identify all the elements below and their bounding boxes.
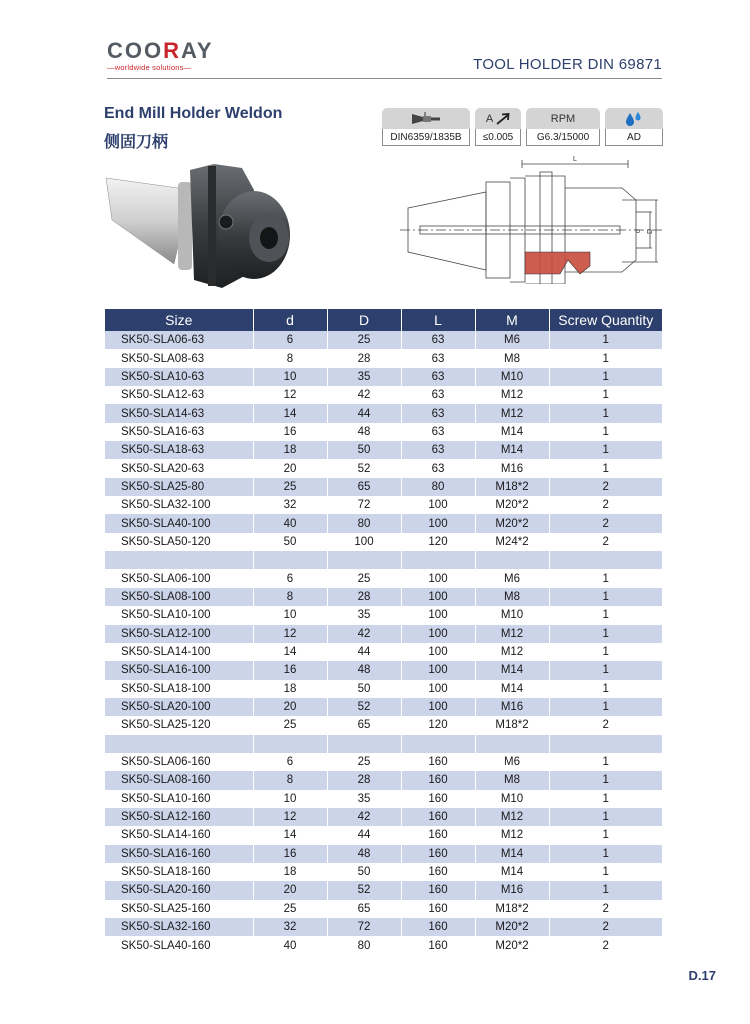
cell-size: SK50-SLA10-63 xyxy=(105,368,253,386)
table-row xyxy=(105,771,662,789)
cell-size: SK50-SLA18-100 xyxy=(105,680,253,698)
cell-screw-quantity: 1 xyxy=(602,572,609,585)
cell-L: 63 xyxy=(401,459,475,477)
cell-M: M8 xyxy=(475,771,549,789)
cell-screw-quantity: 2 xyxy=(602,902,609,915)
tool-holder-icon xyxy=(382,108,470,129)
cell-screw-quantity: 2 xyxy=(549,478,662,496)
cell-L: 80 xyxy=(401,478,475,496)
cell-screw-quantity: 1 xyxy=(602,756,609,769)
cell-L: 63 xyxy=(401,349,475,367)
cell-M: M12 xyxy=(475,404,549,422)
cell-D: 28 xyxy=(327,349,401,367)
spec-runout-label: A xyxy=(485,112,494,125)
cell-L: 160 xyxy=(401,936,475,954)
cell-M: M6 xyxy=(475,569,549,587)
cell-L: 63 xyxy=(401,404,475,422)
cell-L: 160 xyxy=(401,845,475,863)
table-row xyxy=(105,661,662,679)
cell-size: SK50-SLA12-100 xyxy=(105,625,253,643)
cell-d: 14 xyxy=(253,643,327,661)
col-M: M xyxy=(475,309,549,331)
cell-size: SK50-SLA16-160 xyxy=(105,845,253,863)
cell-M: M14 xyxy=(475,863,549,881)
cell-screw-quantity: 1 xyxy=(602,866,609,879)
cell-D: 72 xyxy=(327,496,401,514)
cell-M: M12 xyxy=(475,643,549,661)
cell-D: 44 xyxy=(327,826,401,844)
cell-size: SK50-SLA18-160 xyxy=(105,863,253,881)
cell-D: 42 xyxy=(327,625,401,643)
cell-L: 160 xyxy=(401,808,475,826)
cell-size: SK50-SLA14-63 xyxy=(105,404,253,422)
col-d: d xyxy=(253,309,327,331)
cell-M xyxy=(475,551,549,569)
section-title: TOOL HOLDER DIN 69871 xyxy=(473,56,662,73)
table-row xyxy=(105,569,662,587)
cell-d: 10 xyxy=(253,790,327,808)
cell-d: 50 xyxy=(253,533,327,551)
cell-screw-quantity: 1 xyxy=(602,792,609,805)
product-title-en: End Mill Holder Weldon xyxy=(104,105,283,122)
table-row xyxy=(105,918,662,936)
table-row xyxy=(105,423,662,441)
cell-D: 80 xyxy=(327,514,401,532)
cell-size: SK50-SLA16-100 xyxy=(105,661,253,679)
cell-L: 160 xyxy=(401,771,475,789)
cell-screw-quantity: 2 xyxy=(602,939,609,952)
table-header xyxy=(105,309,662,331)
cell-d: 16 xyxy=(253,423,327,441)
cell-M: M6 xyxy=(475,331,549,349)
cell-d: 10 xyxy=(253,606,327,624)
cell-d: 6 xyxy=(253,753,327,771)
cell-L: 63 xyxy=(401,441,475,459)
table-row xyxy=(105,441,662,459)
cell-screw-quantity: 1 xyxy=(602,609,609,622)
product-photo xyxy=(104,160,299,295)
cell-size: SK50-SLA20-160 xyxy=(105,881,253,899)
cell-d: 6 xyxy=(253,331,327,349)
cell-size: SK50-SLA50-120 xyxy=(105,533,253,551)
cell-d: 25 xyxy=(253,478,327,496)
page-number: D.17 xyxy=(688,968,716,983)
cell-M: M12 xyxy=(475,625,549,643)
table-row xyxy=(105,845,662,863)
table-row xyxy=(105,716,662,734)
cell-screw-quantity: 1 xyxy=(549,368,662,386)
cell-M: M20*2 xyxy=(475,496,549,514)
cell-M: M18*2 xyxy=(475,716,549,734)
cell-d: 16 xyxy=(253,661,327,679)
cell-M: M10 xyxy=(475,606,549,624)
col-D: D xyxy=(327,309,401,331)
cell-L: 63 xyxy=(401,423,475,441)
cell-d: 40 xyxy=(253,514,327,532)
spec-coolant-value: AD xyxy=(605,129,663,146)
arrow-ne-icon xyxy=(496,113,510,125)
cell-screw-quantity: 1 xyxy=(549,661,662,679)
cell-size: SK50-SLA10-100 xyxy=(105,606,253,624)
cell-D: 65 xyxy=(327,716,401,734)
cell-M: M14 xyxy=(475,680,549,698)
cell-d: 8 xyxy=(253,588,327,606)
specification-table xyxy=(105,309,662,955)
cell-L: 120 xyxy=(401,533,475,551)
spec-runout-value: ≤0.005 xyxy=(475,129,521,146)
cell-d xyxy=(253,551,327,569)
label-L: L xyxy=(573,156,577,163)
table-row xyxy=(105,514,662,532)
cell-size: SK50-SLA18-63 xyxy=(105,441,253,459)
cell-L: 100 xyxy=(401,588,475,606)
table-row xyxy=(105,936,662,954)
cell-D: 52 xyxy=(327,459,401,477)
cell-L: 160 xyxy=(401,881,475,899)
table-row xyxy=(105,588,662,606)
spec-standard xyxy=(382,108,470,146)
cell-M: M20*2 xyxy=(475,514,549,532)
cell-D: 48 xyxy=(327,845,401,863)
label-D: D xyxy=(647,228,654,234)
cell-screw-quantity: 1 xyxy=(549,698,662,716)
cell-M: M8 xyxy=(475,349,549,367)
cell-M: M18*2 xyxy=(475,478,549,496)
cell-d: 20 xyxy=(253,698,327,716)
cell-D: 42 xyxy=(327,386,401,404)
cell-size xyxy=(105,735,253,753)
cell-d: 20 xyxy=(253,881,327,899)
cell-size: SK50-SLA12-63 xyxy=(105,386,253,404)
cell-d: 18 xyxy=(253,441,327,459)
cell-d: 8 xyxy=(253,349,327,367)
cell-D: 28 xyxy=(327,588,401,606)
header-divider xyxy=(107,78,662,79)
table-row xyxy=(105,881,662,899)
cell-d: 18 xyxy=(253,863,327,881)
cell-d: 25 xyxy=(253,716,327,734)
spec-balance xyxy=(526,108,600,146)
col-screw-quantity: Screw Quantity xyxy=(549,309,662,331)
cell-d: 10 xyxy=(253,368,327,386)
cell-d: 8 xyxy=(253,771,327,789)
cell-M: M16 xyxy=(475,881,549,899)
spec-runout xyxy=(475,108,521,146)
cell-d: 14 xyxy=(253,826,327,844)
cell-M: M14 xyxy=(475,845,549,863)
cell-d xyxy=(253,735,327,753)
cell-D: 50 xyxy=(327,863,401,881)
cell-size: SK50-SLA06-160 xyxy=(105,753,253,771)
cell-size: SK50-SLA08-63 xyxy=(105,349,253,367)
cell-screw-quantity: 1 xyxy=(549,404,662,422)
cell-M: M20*2 xyxy=(475,936,549,954)
cell-screw-quantity: 2 xyxy=(602,499,609,512)
cell-D: 35 xyxy=(327,790,401,808)
cell-d: 32 xyxy=(253,496,327,514)
table-row xyxy=(105,551,662,569)
table-row xyxy=(105,386,662,404)
cell-D: 25 xyxy=(327,569,401,587)
table-row xyxy=(105,698,662,716)
cell-L: 100 xyxy=(401,680,475,698)
cell-screw-quantity: 1 xyxy=(549,881,662,899)
water-drops-icon xyxy=(605,108,663,129)
table-row xyxy=(105,625,662,643)
cell-screw-quantity: 1 xyxy=(549,625,662,643)
cell-M: M12 xyxy=(475,386,549,404)
cell-d: 14 xyxy=(253,404,327,422)
cell-size: SK50-SLA25-120 xyxy=(105,716,253,734)
cell-d: 16 xyxy=(253,845,327,863)
technical-drawing xyxy=(400,156,662,284)
cell-L: 100 xyxy=(401,698,475,716)
cell-D xyxy=(327,551,401,569)
table-row xyxy=(105,349,662,367)
cell-size: SK50-SLA20-63 xyxy=(105,459,253,477)
cell-d: 40 xyxy=(253,936,327,954)
table-row xyxy=(105,735,662,753)
cell-D: 25 xyxy=(327,331,401,349)
cell-size: SK50-SLA10-160 xyxy=(105,790,253,808)
cell-size: SK50-SLA20-100 xyxy=(105,698,253,716)
spec-badges xyxy=(382,108,663,146)
cell-screw-quantity xyxy=(549,735,662,753)
cell-D: 25 xyxy=(327,753,401,771)
cell-L: 100 xyxy=(401,661,475,679)
cell-D: 44 xyxy=(327,404,401,422)
cell-d: 20 xyxy=(253,459,327,477)
cell-d: 25 xyxy=(253,900,327,918)
cell-M: M16 xyxy=(475,459,549,477)
spec-standard-value: DIN6359/1835B xyxy=(382,129,470,146)
cell-size: SK50-SLA14-160 xyxy=(105,826,253,844)
brand-tagline: —worldwide solutions— xyxy=(107,63,192,72)
cell-L: 100 xyxy=(401,569,475,587)
table-row xyxy=(105,826,662,844)
cell-L: 100 xyxy=(401,514,475,532)
table-row xyxy=(105,459,662,477)
cell-L: 160 xyxy=(401,900,475,918)
cell-M: M10 xyxy=(475,790,549,808)
cell-screw-quantity: 1 xyxy=(602,646,609,659)
cell-screw-quantity: 2 xyxy=(549,918,662,936)
cell-D: 50 xyxy=(327,680,401,698)
product-title-cn: 侧固刀柄 xyxy=(104,134,169,151)
cell-screw-quantity: 1 xyxy=(602,462,609,475)
cell-L: 160 xyxy=(401,863,475,881)
cell-D: 80 xyxy=(327,936,401,954)
cell-M: M16 xyxy=(475,698,549,716)
table-row xyxy=(105,331,662,349)
cell-D: 72 xyxy=(327,918,401,936)
cell-D: 52 xyxy=(327,881,401,899)
spec-balance-value: G6.3/15000 xyxy=(526,129,600,146)
cell-M: M14 xyxy=(475,441,549,459)
cell-screw-quantity: 2 xyxy=(602,535,609,548)
cell-D: 50 xyxy=(327,441,401,459)
cell-screw-quantity: 1 xyxy=(549,588,662,606)
spec-coolant xyxy=(605,108,663,146)
cell-D: 44 xyxy=(327,643,401,661)
cell-L: 160 xyxy=(401,826,475,844)
cell-size: SK50-SLA32-160 xyxy=(105,918,253,936)
brand-logo xyxy=(107,40,214,72)
cell-d: 12 xyxy=(253,625,327,643)
cell-L xyxy=(401,551,475,569)
cell-size: SK50-SLA06-100 xyxy=(105,569,253,587)
cell-screw-quantity: 1 xyxy=(602,829,609,842)
cell-L: 100 xyxy=(401,496,475,514)
table-row xyxy=(105,368,662,386)
cell-L: 100 xyxy=(401,606,475,624)
cell-M: M14 xyxy=(475,661,549,679)
cell-L: 100 xyxy=(401,643,475,661)
label-d: d xyxy=(635,229,642,233)
cell-screw-quantity: 1 xyxy=(549,441,662,459)
cell-L: 120 xyxy=(401,716,475,734)
table-row xyxy=(105,533,662,551)
cell-M: M24*2 xyxy=(475,533,549,551)
cell-L: 160 xyxy=(401,918,475,936)
table-row xyxy=(105,753,662,771)
cell-D: 52 xyxy=(327,698,401,716)
cell-L: 63 xyxy=(401,331,475,349)
table-row xyxy=(105,606,662,624)
cell-size xyxy=(105,551,253,569)
cell-size: SK50-SLA32-100 xyxy=(105,496,253,514)
cell-size: SK50-SLA06-63 xyxy=(105,331,253,349)
cell-L: 63 xyxy=(401,386,475,404)
cell-screw-quantity: 1 xyxy=(549,771,662,789)
table-row xyxy=(105,478,662,496)
cell-D: 35 xyxy=(327,606,401,624)
cell-M: M10 xyxy=(475,368,549,386)
cell-M: M20*2 xyxy=(475,918,549,936)
cell-M: M12 xyxy=(475,826,549,844)
cell-size: SK50-SLA16-63 xyxy=(105,423,253,441)
cell-M xyxy=(475,735,549,753)
cell-screw-quantity: 1 xyxy=(549,331,662,349)
cell-D: 35 xyxy=(327,368,401,386)
col-size: Size xyxy=(105,309,253,331)
cell-size: SK50-SLA25-80 xyxy=(105,478,253,496)
table-row xyxy=(105,790,662,808)
cell-screw-quantity: 1 xyxy=(602,389,609,402)
cell-size: SK50-SLA40-100 xyxy=(105,514,253,532)
table-row xyxy=(105,404,662,422)
cell-screw-quantity: 1 xyxy=(602,352,609,365)
cell-screw-quantity: 2 xyxy=(549,514,662,532)
table-row xyxy=(105,808,662,826)
cell-D: 48 xyxy=(327,661,401,679)
cell-size: SK50-SLA14-100 xyxy=(105,643,253,661)
cell-L: 160 xyxy=(401,790,475,808)
cell-d: 6 xyxy=(253,569,327,587)
cell-D xyxy=(327,735,401,753)
cell-M: M12 xyxy=(475,808,549,826)
cell-size: SK50-SLA08-160 xyxy=(105,771,253,789)
cell-screw-quantity: 1 xyxy=(602,425,609,438)
cell-size: SK50-SLA08-100 xyxy=(105,588,253,606)
cell-size: SK50-SLA40-160 xyxy=(105,936,253,954)
cell-D: 42 xyxy=(327,808,401,826)
cell-D: 28 xyxy=(327,771,401,789)
spec-balance-label: RPM xyxy=(526,108,600,129)
cell-M: M8 xyxy=(475,588,549,606)
cell-size: SK50-SLA12-160 xyxy=(105,808,253,826)
brand-wordmark: COORAY xyxy=(107,38,214,63)
cell-screw-quantity: 1 xyxy=(549,808,662,826)
cell-M: M18*2 xyxy=(475,900,549,918)
table-row xyxy=(105,900,662,918)
cell-d: 12 xyxy=(253,808,327,826)
cell-d: 12 xyxy=(253,386,327,404)
cell-d: 32 xyxy=(253,918,327,936)
table-row xyxy=(105,496,662,514)
table-row xyxy=(105,863,662,881)
cell-screw-quantity: 1 xyxy=(549,845,662,863)
cell-M: M6 xyxy=(475,753,549,771)
cell-L xyxy=(401,735,475,753)
cell-screw-quantity xyxy=(549,551,662,569)
table-row xyxy=(105,680,662,698)
cell-L: 100 xyxy=(401,625,475,643)
cell-D: 100 xyxy=(327,533,401,551)
cell-M: M14 xyxy=(475,423,549,441)
cell-D: 65 xyxy=(327,478,401,496)
cell-d: 18 xyxy=(253,680,327,698)
cell-L: 160 xyxy=(401,753,475,771)
table-row xyxy=(105,643,662,661)
cell-screw-quantity: 1 xyxy=(602,682,609,695)
col-L: L xyxy=(401,309,475,331)
cell-D: 48 xyxy=(327,423,401,441)
cell-size: SK50-SLA25-160 xyxy=(105,900,253,918)
cell-D: 65 xyxy=(327,900,401,918)
cell-L: 63 xyxy=(401,368,475,386)
cell-screw-quantity: 2 xyxy=(602,719,609,732)
